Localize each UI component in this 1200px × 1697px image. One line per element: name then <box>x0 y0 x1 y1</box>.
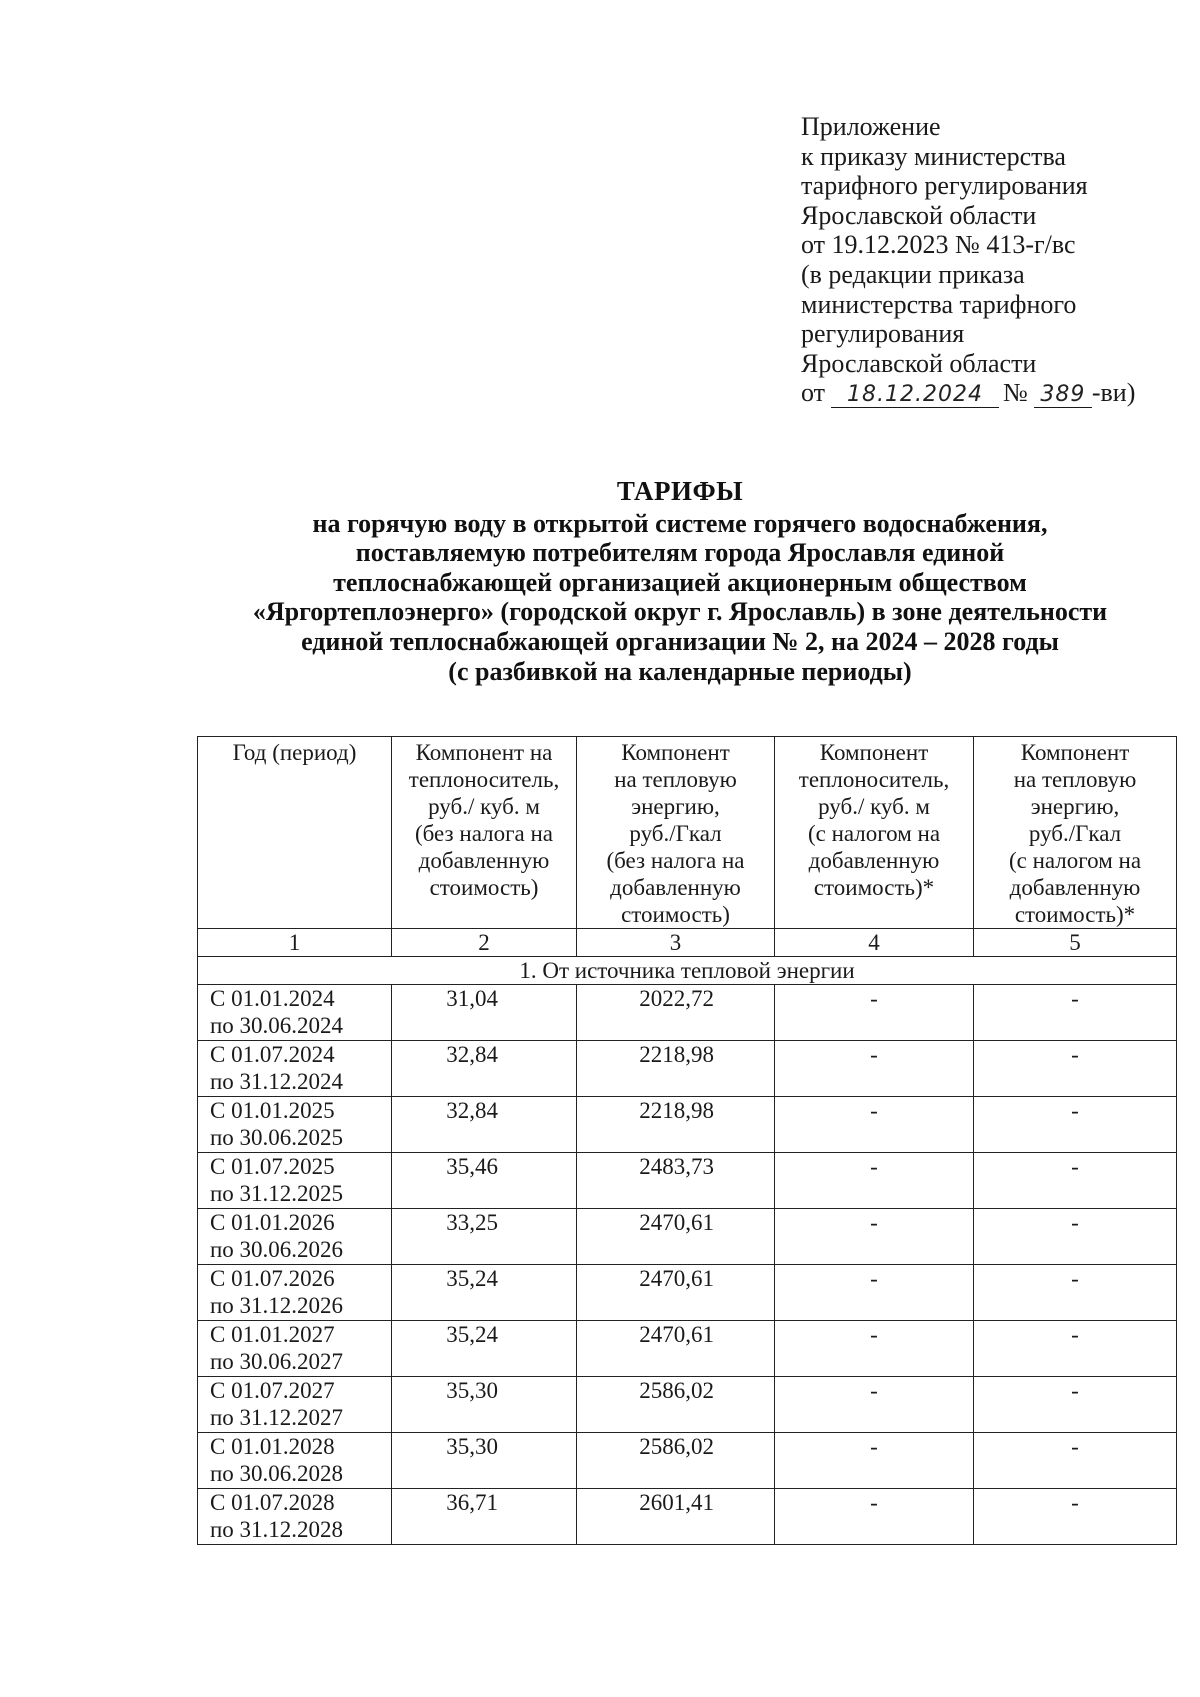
title-line: (с разбивкой на календарные периоды) <box>448 656 912 686</box>
period-from: С 01.01.2025 <box>210 1098 335 1123</box>
handwritten-date: 18.12.2024 <box>831 383 999 408</box>
column-number: 2 <box>392 929 577 957</box>
column-number: 3 <box>577 929 775 957</box>
header-line: Компонент <box>819 740 929 765</box>
energy-cell: 2470,61 <box>577 1209 775 1265</box>
appendix-prefix: от <box>801 378 826 408</box>
carrier-vat-cell: - <box>775 1489 974 1545</box>
period-to: по 30.06.2025 <box>210 1125 344 1150</box>
appendix-line: Приложение <box>801 112 941 141</box>
header-line: стоимость)* <box>1014 902 1136 927</box>
header-line: добавленную <box>1009 875 1141 900</box>
period-cell <box>198 1153 392 1209</box>
header-cell-period <box>198 737 392 929</box>
table-row <box>198 1377 1177 1433</box>
appendix-suffix: -ви) <box>1091 378 1136 408</box>
period-from: С 01.01.2028 <box>210 1434 335 1459</box>
carrier-cell: 32,84 <box>392 1041 577 1097</box>
energy-vat-cell: - <box>974 1321 1177 1377</box>
period-cell <box>198 1377 392 1433</box>
header-line: (без налога на <box>415 821 553 846</box>
table-row <box>198 1209 1177 1265</box>
header-cell-energy-vat <box>974 737 1177 929</box>
carrier-vat-cell: - <box>775 1321 974 1377</box>
carrier-cell: 35,24 <box>392 1321 577 1377</box>
carrier-cell: 35,46 <box>392 1153 577 1209</box>
period-to: по 30.06.2026 <box>210 1237 344 1262</box>
period-cell <box>198 1265 392 1321</box>
header-line: на тепловую <box>614 767 737 792</box>
column-number: 5 <box>974 929 1177 957</box>
appendix-line: министерства тарифного <box>801 289 1077 319</box>
header-cell-carrier-vat <box>775 737 974 929</box>
period-to: по 31.12.2028 <box>210 1517 344 1542</box>
energy-cell: 2601,41 <box>577 1489 775 1545</box>
energy-cell: 2586,02 <box>577 1433 775 1489</box>
header-row <box>198 737 1177 929</box>
table-row <box>198 1321 1177 1377</box>
carrier-vat-cell: - <box>775 1041 974 1097</box>
tariffs-table <box>197 736 1177 1545</box>
period-to: по 30.06.2027 <box>210 1349 344 1374</box>
title-line: теплоснабжающей организацией акционерным обществом <box>333 567 1027 597</box>
energy-cell: 2483,73 <box>577 1153 775 1209</box>
carrier-cell: 31,04 <box>392 985 577 1041</box>
period-from: С 01.07.2027 <box>210 1378 335 1403</box>
period-cell <box>198 1209 392 1265</box>
table-row <box>198 1041 1177 1097</box>
period-to: по 31.12.2025 <box>210 1181 344 1206</box>
energy-cell: 2218,98 <box>577 1097 775 1153</box>
energy-vat-cell: - <box>974 1377 1177 1433</box>
period-to: по 31.12.2024 <box>210 1069 344 1094</box>
period-cell <box>198 1433 392 1489</box>
header-line: руб./ куб. м <box>818 794 930 819</box>
header-line: добавленную <box>418 848 550 873</box>
period-from: С 01.07.2024 <box>210 1042 335 1067</box>
table-row <box>198 1153 1177 1209</box>
period-from: С 01.01.2024 <box>210 986 335 1011</box>
carrier-vat-cell: - <box>775 1153 974 1209</box>
period-to: по 31.12.2026 <box>210 1293 344 1318</box>
period-from: С 01.01.2026 <box>210 1210 335 1235</box>
header-line: стоимость) <box>621 902 730 927</box>
header-line: энергию, <box>631 794 720 819</box>
header-cell-energy <box>577 737 775 929</box>
energy-cell: 2218,98 <box>577 1041 775 1097</box>
appendix-block <box>801 112 1135 408</box>
column-number: 4 <box>775 929 974 957</box>
energy-cell: 2470,61 <box>577 1265 775 1321</box>
section-title: 1. От источника тепловой энергии <box>198 957 1177 985</box>
carrier-vat-cell: - <box>775 1265 974 1321</box>
document-title <box>180 477 1180 686</box>
header-line: (с налогом на <box>1008 848 1142 873</box>
energy-vat-cell: - <box>974 985 1177 1041</box>
handwritten-number: 389 <box>1034 383 1092 408</box>
header-line: Компонент <box>1020 740 1130 765</box>
header-line: на тепловую <box>1013 767 1137 792</box>
appendix-line: (в редакции приказа <box>801 259 1025 289</box>
appendix-last-line <box>801 378 1135 408</box>
energy-vat-cell: - <box>974 1097 1177 1153</box>
header-line: теплоноситель, <box>798 767 950 792</box>
period-cell <box>198 1097 392 1153</box>
header-line: добавленную <box>610 875 741 900</box>
header-line: Компонент на <box>415 740 553 765</box>
energy-cell: 2022,72 <box>577 985 775 1041</box>
carrier-cell: 35,24 <box>392 1265 577 1321</box>
carrier-cell: 35,30 <box>392 1433 577 1489</box>
header-line: энергию, <box>1030 794 1120 819</box>
energy-vat-cell: - <box>974 1209 1177 1265</box>
table-row <box>198 1433 1177 1489</box>
period-cell <box>198 1489 392 1545</box>
title-line: единой теплоснабжающей организации № 2, на 2024 – 2028 годы <box>301 626 1059 656</box>
table-row <box>198 1097 1177 1153</box>
appendix-line: тарифного регулирования <box>801 171 1088 201</box>
title-line: на горячую воду в открытой системе горячего водоснабжения, <box>312 508 1048 538</box>
period-cell <box>198 1321 392 1377</box>
period-to: по 30.06.2024 <box>210 1013 344 1038</box>
main-title: ТАРИФЫ <box>616 476 744 506</box>
table-row <box>198 1489 1177 1545</box>
carrier-vat-cell: - <box>775 1209 974 1265</box>
energy-cell: 2470,61 <box>577 1321 775 1377</box>
appendix-line: Ярославской области <box>801 348 1037 378</box>
carrier-cell: 35,30 <box>392 1377 577 1433</box>
section-row <box>198 957 1177 985</box>
energy-vat-cell: - <box>974 1041 1177 1097</box>
carrier-cell: 36,71 <box>392 1489 577 1545</box>
period-to: по 31.12.2027 <box>210 1405 344 1430</box>
header-line: (без налога на <box>606 848 745 873</box>
carrier-vat-cell: - <box>775 1433 974 1489</box>
header-line: стоимость)* <box>813 875 935 900</box>
number-sign: № <box>1003 378 1028 408</box>
period-from: С 01.01.2027 <box>210 1322 335 1347</box>
carrier-cell: 32,84 <box>392 1097 577 1153</box>
table-row <box>198 985 1177 1041</box>
title-line: «Яргортеплоэнерго» (городской округ г. Ярославль) в зоне деятельности <box>252 597 1108 627</box>
period-from: С 01.07.2025 <box>210 1154 335 1179</box>
carrier-vat-cell: - <box>775 1097 974 1153</box>
energy-vat-cell: - <box>974 1265 1177 1321</box>
appendix-line: регулирования <box>801 319 965 349</box>
column-number: 1 <box>198 929 392 957</box>
carrier-vat-cell: - <box>775 985 974 1041</box>
header-line: руб./Гкал <box>1028 821 1122 846</box>
period-cell <box>198 1041 392 1097</box>
header-line: руб./Гкал <box>629 821 722 846</box>
column-number-row <box>198 929 1177 957</box>
carrier-vat-cell: - <box>775 1377 974 1433</box>
energy-vat-cell: - <box>974 1153 1177 1209</box>
title-line: поставляемую потребителям города Ярославля единой <box>355 538 1005 568</box>
appendix-line: к приказу министерства <box>801 141 1066 171</box>
table-row <box>198 1265 1177 1321</box>
appendix-line: от 19.12.2023 № 413-г/вс <box>801 230 1076 260</box>
appendix-line: Ярославской области <box>801 200 1037 230</box>
period-from: С 01.07.2026 <box>210 1266 335 1291</box>
header-line: теплоноситель, <box>408 767 560 792</box>
header-line: добавленную <box>808 848 940 873</box>
header-line: руб./ куб. м <box>428 794 540 819</box>
energy-cell: 2586,02 <box>577 1377 775 1433</box>
header-line: Год (период) <box>232 740 357 765</box>
carrier-cell: 33,25 <box>392 1209 577 1265</box>
header-line: (с налогом на <box>807 821 941 846</box>
period-cell <box>198 985 392 1041</box>
header-cell-carrier <box>392 737 577 929</box>
period-to: по 30.06.2028 <box>210 1461 344 1486</box>
header-line: Компонент <box>621 740 730 765</box>
period-from: С 01.07.2028 <box>210 1490 335 1515</box>
energy-vat-cell: - <box>974 1433 1177 1489</box>
header-line: стоимость) <box>429 875 539 900</box>
energy-vat-cell: - <box>974 1489 1177 1545</box>
